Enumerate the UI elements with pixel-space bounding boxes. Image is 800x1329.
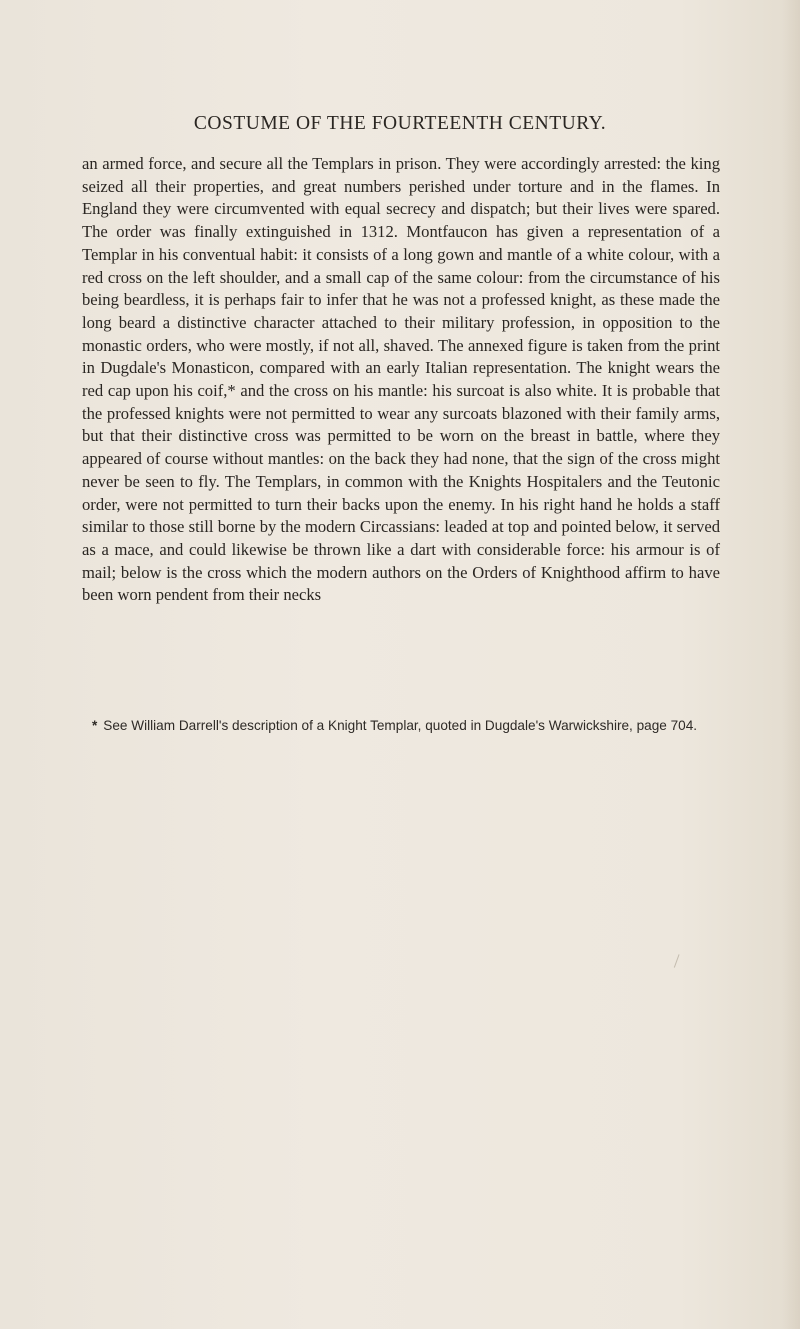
footnote-text: See William Darrell's description of a Knight Templar, quoted in Dugdale's Warwickshire, page 704. xyxy=(103,718,698,733)
body-paragraph: an armed force, and secure all the Templars in prison. They were accordingly arrested: the king seized all their properties, and great numbers perished under torture and in the flames. In England they were circumvented with equal secrecy and dispatch; but their lives were spared. The order was finally extinguished in 1312. Montfaucon has given a representation of a Templar in his conventual habit: it consists of a long gown and mantle of a white colour, with a red cross on the left shoulder, and a small cap of the same colour: from the circumstance of his being beardless, it is perhaps fair to infer that he was not a professed knight, as these made the long beard a distinctive character attached to their military profession, in opposition to the monastic orders, who were mostly, if not all, shaved. The annexed figure is taken from the print in Dugdale's Monasticon, compared with an early Italian representation. The knight wears the red cap upon his coif,* and the cross on his mantle: his surcoat is also white. It is probable that the professed knights were not permitted to wear any surcoats blazoned with their family arms, but that their distinctive cross was permitted to be worn on the breast in battle, where they appeared of course without mantles: on the back they had none, that the sign of the cross might never be seen to fly. The Templars, in common with the Knights Hospitalers and the Teutonic order, were not permitted to turn their backs upon the enemy. In his right hand he holds a staff similar to those still borne by the modern Circassians: leaded at top and pointed below, it served as a mace, and could likewise be thrown like a dart with considerable force: his armour is of mail; below is the cross which the modern authors on the Orders of Knighthood affirm to have been worn pendent from their necks xyxy=(82,154,720,605)
running-head: COSTUME OF THE FOURTEENTH CENTURY. xyxy=(193,113,607,134)
footnote xyxy=(92,717,722,735)
page-edge-shadow xyxy=(782,0,800,1329)
footnote-mark: * xyxy=(92,718,98,733)
paper-mark xyxy=(674,954,685,970)
